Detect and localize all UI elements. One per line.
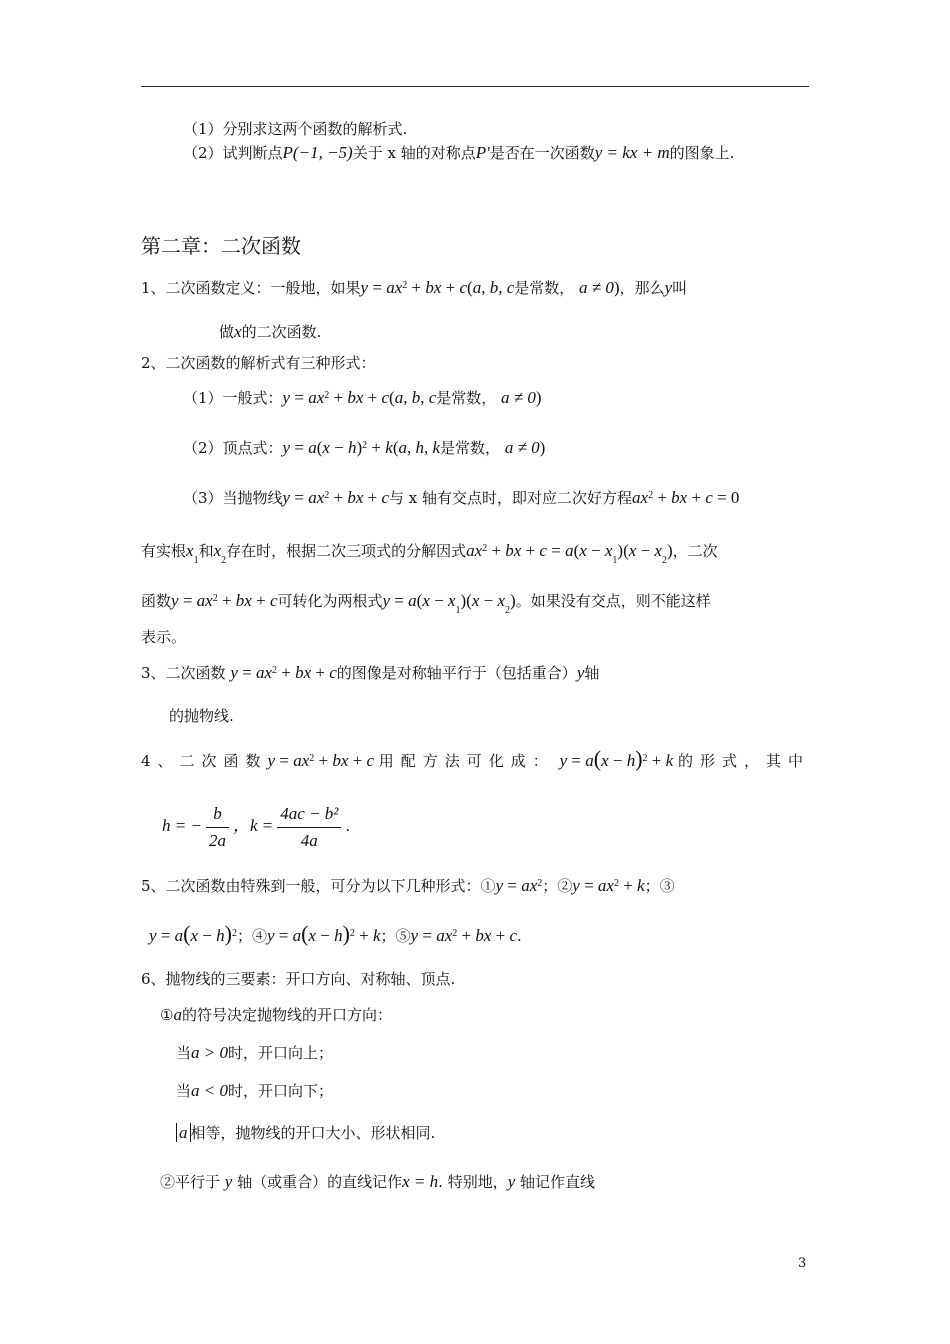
s6-abs-a: a 相等，抛物线的开口大小、形状相同. [176, 1123, 435, 1143]
chapter-title: 第二章：二次函数 [141, 234, 301, 258]
s2-vertex-form: （2）顶点式：$y = a(x - h)^2 + k(a$, h, k是常数， a ≠ 0) [183, 438, 546, 457]
s4-completing-square: 4、二次函数$y = ax^2$ + bx + c 用配方法可化成： $y = a(x - h)^2 + k$ 的形式，其中 [141, 746, 810, 771]
item-1: （1）分别求这两个函数的解析式. [183, 120, 408, 138]
page-number: 3 [798, 1256, 807, 1271]
s3-graph: 3、二次函数 $y = ax^2$ + bx + c的图像是对称轴平行于（包括重合）y轴 [141, 663, 600, 682]
s6-a-positive: 当a > 0时，开口向上； [176, 1043, 334, 1062]
s4-hk-formulas: h = − $\frac{b}{2a}$ ，k = $\frac{\text{4ac − b²}}{4a}$ . [162, 803, 351, 850]
s2-intercept-roots: 有实根$x_1$和$x_2$存在时，根据二次三项式的分解因式$ax^2$ + bx + $c = a(x - x_1)(x - x_2)$，二次 [141, 541, 718, 566]
s2-intercept-form-intro: （3）当抛物线$y = ax^2$ + bx + c与 x 轴有交点时，即对应二次好方程$ax^2$ + bx + c = 0 [183, 488, 740, 507]
s2-title: 2、二次函数的解析式有三种形式： [141, 354, 376, 372]
k-fraction: $\frac{\text{4ac − b²}}{4a}$ [277, 804, 341, 851]
s6-a-negative: 当a < 0时，开口向下； [176, 1081, 334, 1100]
s6-title: 6、抛物线的三要素：开口方向、对称轴、顶点. [141, 970, 456, 988]
s6-point-1: ①a的符号决定抛物线的开口方向： [160, 1005, 392, 1024]
item-2: （2）试判断点P(−1, −5)关于 x 轴的对称点P'是否在一次函数y = kx + m的图象上. [183, 143, 735, 162]
s2-intercept-form: 函数$y = ax^2$ + bx + c可转化为两根式$y = a(x - x_1)(x - x_2)$。如果没有交点，则不能这样 [141, 591, 711, 616]
s1-definition-cont: 做x的二次函数. [219, 322, 322, 341]
s2-note: 表示。 [141, 628, 187, 646]
s1-definition: 1、二次函数定义：一般地，如果$y = ax^2$ + bx + c(a, b, c是常数， a ≠ 0)，那么y叫 [141, 278, 688, 297]
s3-graph-cont: 的抛物线. [169, 707, 234, 725]
s2-general-form: （1）一般式：$y = ax^2$ + bx + c(a, b, c是常数， a ≠ 0) [183, 388, 542, 407]
h-fraction: $\frac{b}{2a}$ [206, 804, 229, 851]
s6-point-2: ②平行于 y 轴（或重合）的直线记作x = h. 特别地，y 轴记作直线 [160, 1172, 596, 1191]
s5-forms: 5、二次函数由特殊到一般，可分为以下几种形式：①y = $ax^2$；②y = $ax^2 + k$；③ [141, 876, 675, 895]
s5-forms-cont: $y = a(x - h)^2$；④y = $a(x - h)^2 + k$；⑤y = $ax^2$ + bx + c. [149, 921, 522, 946]
header-rule [141, 86, 809, 87]
